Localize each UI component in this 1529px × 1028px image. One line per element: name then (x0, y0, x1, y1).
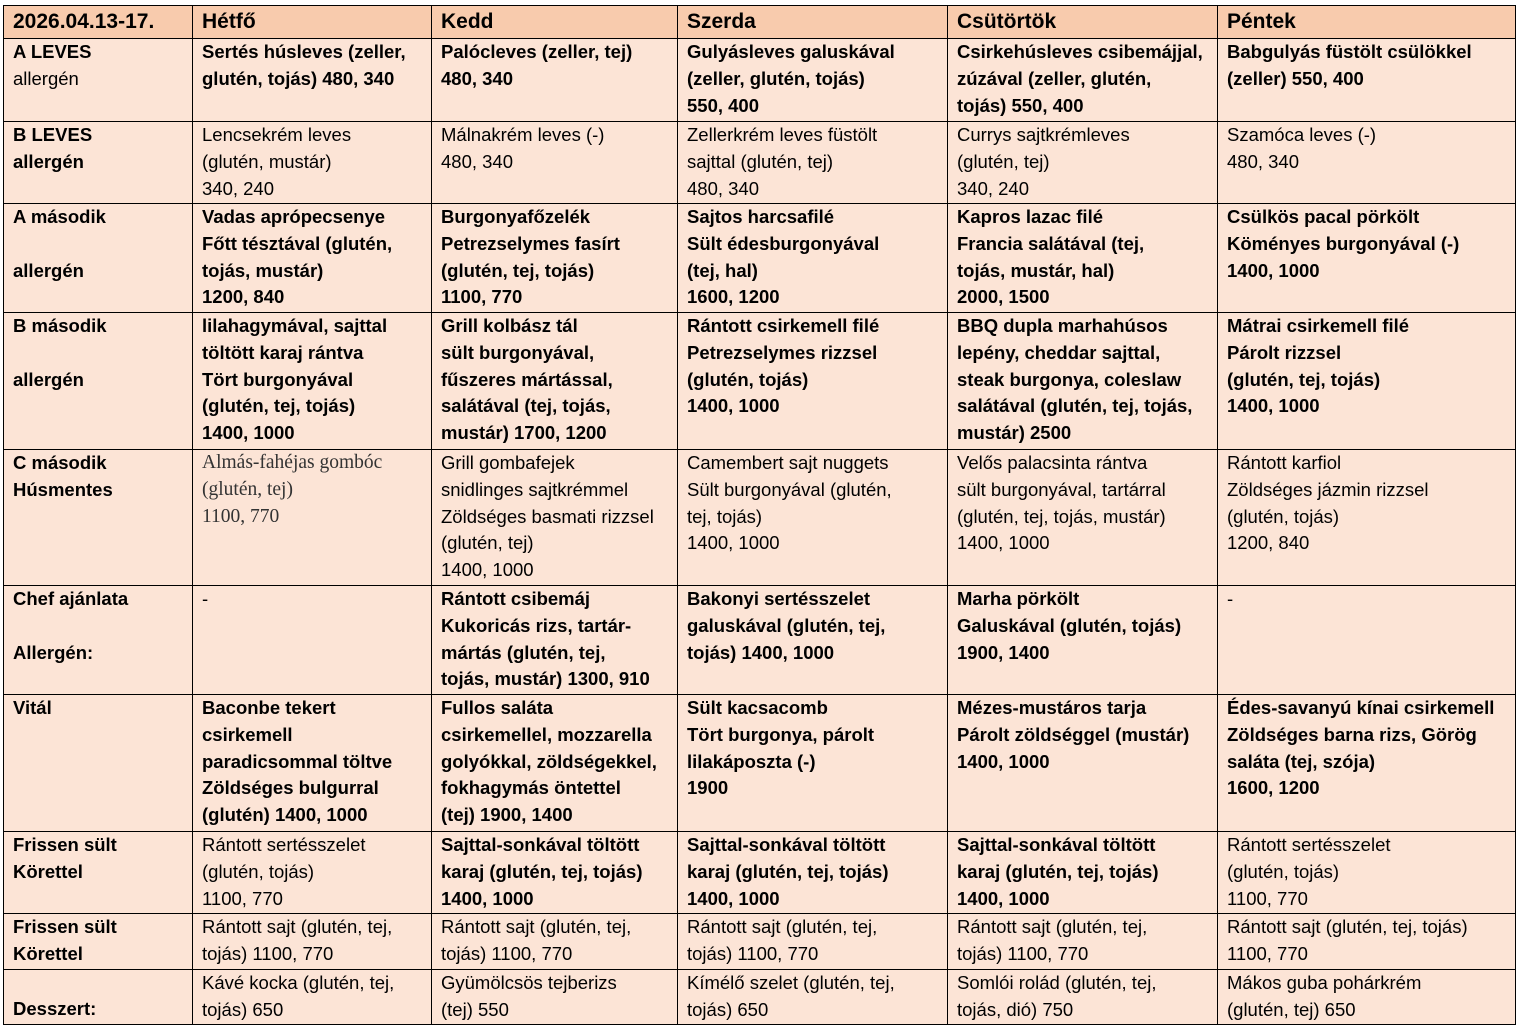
row-label (4, 39, 193, 122)
cell-line: (glutén, tojás) (1227, 505, 1340, 527)
cell-line: Bakonyi sertésszelet (687, 588, 871, 609)
cell-line: 1400, 1000 (687, 887, 780, 909)
cell-line: Rántott sajt (glutén, tej, (441, 916, 632, 937)
cell-line: 1400, 1000 (957, 532, 1050, 554)
menu-cell (193, 832, 432, 914)
cell-line: tojás) 650 (202, 998, 284, 1020)
row-label (4, 914, 193, 970)
cell-line: Rántott sajt (glutén, tej, (202, 916, 393, 937)
cell-line: (zeller) 550, 400 (1227, 67, 1364, 89)
menu-cell (432, 39, 678, 122)
row-label (4, 970, 193, 1025)
cell-line: (tej, hal) (687, 259, 758, 281)
row-b-leves (4, 122, 1516, 204)
menu-cell (432, 313, 678, 450)
cell-line: Marha pörkölt (957, 588, 1080, 609)
cell-line: 1100, 770 (1227, 942, 1308, 964)
cell-line: Sertés húsleves (zeller, (202, 41, 406, 62)
menu-cell (1218, 586, 1516, 695)
menu-cell (678, 450, 948, 586)
menu-cell (948, 832, 1218, 914)
row-label-title: A második (13, 206, 106, 227)
cell-line: Francia salátával (tej, (957, 232, 1145, 254)
cell-line: Csirkehúsleves csibemájjal, (957, 41, 1203, 62)
cell-line: 1400, 1000 (687, 532, 780, 554)
cell-line: Lencsekrém leves (202, 124, 352, 145)
cell-line: 1400, 1000 (957, 750, 1050, 772)
menu-cell (678, 39, 948, 122)
cell-line: paradicsommal töltve (202, 750, 393, 772)
cell-line: Szamóca leves (-) (1227, 124, 1377, 145)
cell-line: Palócleves (zeller, tej) (441, 41, 633, 62)
cell-line: galuskával (glutén, tej, (687, 614, 886, 636)
cell-line: Köményes burgonyával (-) (1227, 232, 1460, 254)
menu-cell (432, 122, 678, 204)
cell-line: 480, 340 (441, 67, 514, 89)
cell-line: töltött karaj rántva (202, 341, 364, 363)
row-label (4, 313, 193, 450)
menu-cell (678, 914, 948, 970)
cell-line: tojás, mustár, hal) (957, 259, 1115, 281)
cell-line: tojás) 1100, 770 (202, 942, 334, 964)
cell-line: karaj (glutén, tej, tojás) (957, 860, 1159, 882)
cell-line: Rántott karfiol (1227, 452, 1342, 473)
menu-cell (193, 122, 432, 204)
cell-line: tojás) 1400, 1000 (687, 641, 835, 663)
cell-line: 1100, 770 (1227, 887, 1308, 909)
menu-cell (678, 313, 948, 450)
row-frissen-1 (4, 832, 1516, 914)
cell-line: (glutén, tej, tojás) (1227, 368, 1381, 390)
row-label-sub: allergén (13, 150, 84, 172)
day-header-tuesday: Kedd (432, 6, 678, 39)
cell-line: sült burgonyával, tartárral (957, 478, 1166, 500)
cell-line: salátával (glutén, tej, tojás, (957, 395, 1193, 417)
row-c-masodik (4, 450, 1516, 586)
cell-line: BBQ dupla marhahúsos (957, 315, 1168, 336)
cell-line: Málnakrém leves (-) (441, 124, 605, 145)
menu-cell (193, 586, 432, 695)
row-desszert (4, 970, 1516, 1025)
cell-line: 1400, 1000 (1227, 395, 1320, 417)
cell-line: 550, 400 (687, 94, 760, 116)
menu-cell (1218, 204, 1516, 313)
cell-line: Mézes-mustáros tarja (957, 697, 1147, 718)
cell-line: (glutén, tej) 650 (1227, 998, 1356, 1020)
cell-line: Fullos saláta (441, 697, 554, 718)
cell-line: karaj (glutén, tej, tojás) (441, 860, 643, 882)
cell-line: Sajttal-sonkával töltött (687, 834, 886, 855)
day-header-monday: Hétfő (193, 6, 432, 39)
menu-cell (432, 832, 678, 914)
cell-line: (glutén) 1400, 1000 (202, 804, 368, 826)
cell-line: - (1227, 588, 1234, 609)
cell-line: Galuskával (glutén, tojás) (957, 614, 1182, 636)
row-label-title: Desszert: (13, 998, 97, 1019)
cell-line: 340, 240 (957, 177, 1030, 199)
row-label-sub: Körettel (13, 942, 83, 964)
row-label-title: B LEVES (13, 124, 93, 145)
day-header-friday: Péntek (1218, 6, 1516, 39)
menu-cell (432, 914, 678, 970)
cell-line: (tej) 550 (441, 998, 509, 1020)
cell-line: mustár) 1700, 1200 (441, 422, 607, 444)
cell-line: csirkemell (202, 723, 293, 745)
cell-line: - (202, 588, 209, 609)
cell-line: Grill gombafejek (441, 452, 575, 473)
cell-line: 1900, 1400 (957, 641, 1050, 663)
cell-line: Tört burgonyával (202, 368, 354, 390)
menu-cell (678, 695, 948, 832)
cell-line: Édes-savanyú kínai csirkemell (1227, 697, 1495, 718)
row-vital (4, 695, 1516, 832)
menu-cell (948, 313, 1218, 450)
cell-line: Currys sajtkrémleves (957, 124, 1130, 145)
row-label (4, 204, 193, 313)
cell-line: glutén, tojás) 480, 340 (202, 67, 395, 89)
row-label-title: A LEVES (13, 41, 92, 62)
cell-line: Mátrai csirkemell filé (1227, 315, 1410, 336)
cell-line: 340, 240 (202, 177, 275, 199)
menu-cell (432, 586, 678, 695)
menu-cell (948, 970, 1218, 1025)
cell-line: salátával (tej, tojás, (441, 395, 611, 417)
row-label (4, 832, 193, 914)
cell-line: Almás-fahéjas gombóc (202, 452, 383, 473)
cell-line: Baconbe tekert (202, 697, 336, 718)
menu-cell (1218, 39, 1516, 122)
cell-line: Főtt tésztával (glutén, (202, 232, 393, 254)
header-row (4, 6, 1516, 39)
cell-line: Sajtos harcsafilé (687, 206, 835, 227)
row-label (4, 122, 193, 204)
menu-cell (948, 695, 1218, 832)
menu-cell (678, 586, 948, 695)
menu-cell (678, 832, 948, 914)
row-label-title: Chef ajánlata (13, 588, 129, 609)
cell-line: sajttal (glutén, tej) (687, 150, 834, 172)
cell-line: Velős palacsinta rántva (957, 452, 1148, 473)
cell-line: 1900 (687, 777, 729, 799)
menu-cell (948, 914, 1218, 970)
cell-line: karaj (glutén, tej, tojás) (687, 860, 889, 882)
cell-line: Zöldséges basmati rizzsel (441, 505, 654, 527)
cell-line: steak burgonya, coleslaw (957, 368, 1182, 390)
cell-line: 1200, 840 (1227, 532, 1310, 554)
cell-line: (glutén, tojás) (202, 860, 315, 882)
cell-line: Rántott sajt (glutén, tej, (687, 916, 878, 937)
cell-line: tojás) 1100, 770 (687, 942, 819, 964)
cell-line: 480, 340 (687, 177, 760, 199)
cell-line: 1400, 1000 (957, 887, 1050, 909)
cell-line: Vadas aprópecsenye (202, 206, 386, 227)
cell-line: Burgonyafőzelék (441, 206, 591, 227)
cell-line: (glutén, tojás) (687, 368, 809, 390)
cell-line: (glutén, tej, tojás, mustár) (957, 505, 1166, 527)
cell-line: 1100, 770 (202, 505, 280, 527)
menu-cell (193, 450, 432, 586)
menu-cell (193, 970, 432, 1025)
cell-line: 1600, 1200 (687, 286, 780, 308)
day-header-wednesday: Szerda (678, 6, 948, 39)
cell-line: zúzával (zeller, glutén, (957, 67, 1152, 89)
row-a-masodik (4, 204, 1516, 313)
cell-line: Grill kolbász tál (441, 315, 578, 336)
row-label-title: Frissen sült (13, 834, 117, 855)
day-header-thursday: Csütörtök (948, 6, 1218, 39)
row-label-title: B második (13, 315, 107, 336)
cell-line: Rántott csirkemell filé (687, 315, 880, 336)
menu-cell (193, 204, 432, 313)
cell-line: 1400, 1000 (441, 559, 534, 581)
row-label (4, 450, 193, 586)
cell-line: (glutén, tej, tojás) (441, 259, 595, 281)
row-label-sub: allergén (13, 368, 84, 390)
menu-cell (1218, 313, 1516, 450)
row-b-masodik (4, 313, 1516, 450)
cell-line: tojás, dió) 750 (957, 998, 1074, 1020)
cell-line: Kukoricás rizs, tartár- (441, 614, 632, 636)
menu-cell (948, 122, 1218, 204)
row-label-sub: Allergén: (13, 641, 94, 663)
cell-line: lilakáposzta (-) (687, 750, 816, 772)
row-chef (4, 586, 1516, 695)
cell-line: 1100, 770 (202, 887, 283, 909)
menu-cell (678, 122, 948, 204)
cell-line: Sült kacsacomb (687, 697, 828, 718)
cell-line: mustár) 2500 (957, 422, 1072, 444)
cell-line: (glutén, tej) (957, 150, 1050, 172)
menu-cell (948, 39, 1218, 122)
cell-line: (glutén, tej) (202, 478, 293, 500)
menu-cell (948, 204, 1218, 313)
cell-line: fokhagymás öntettel (441, 777, 621, 799)
cell-line: tojás, mustár) 1300, 910 (441, 668, 650, 690)
cell-line: Zöldséges barna rizs, Görög (1227, 723, 1477, 745)
week-date: 2026.04.13-17. (4, 6, 193, 39)
row-label (4, 695, 193, 832)
cell-line: Rántott sajt (glutén, tej, tojás) (1227, 916, 1468, 937)
cell-line: 480, 340 (1227, 150, 1300, 172)
cell-line: 1400, 1000 (202, 422, 295, 444)
cell-line: Rántott csibemáj (441, 588, 591, 609)
cell-line: Mákos guba pohárkrém (1227, 972, 1422, 993)
cell-line: Sült édesburgonyával (687, 232, 880, 254)
cell-line: csirkemellel, mozzarella (441, 723, 652, 745)
row-a-leves (4, 39, 1516, 122)
cell-line: Petrezselymes fasírt (441, 232, 620, 254)
cell-line: golyókkal, zöldségekkel, (441, 750, 657, 772)
cell-line: 1600, 1200 (1227, 777, 1320, 799)
menu-cell (432, 695, 678, 832)
cell-line: tojás) 1100, 770 (957, 942, 1089, 964)
cell-line: sült burgonyával, (441, 341, 595, 363)
cell-line: (glutén, tej) (441, 532, 534, 554)
row-label-sub: allergén (13, 67, 79, 89)
cell-line: 480, 340 (441, 150, 514, 172)
cell-line: 1400, 1000 (1227, 259, 1320, 281)
menu-cell (1218, 970, 1516, 1025)
menu-cell (432, 970, 678, 1025)
row-label-title: Vitál (13, 697, 52, 718)
menu-cell (678, 204, 948, 313)
cell-line: Zöldséges jázmin rizzsel (1227, 478, 1429, 500)
menu-cell (1218, 122, 1516, 204)
cell-line: Gulyásleves galuskával (687, 41, 895, 62)
row-label-sub: Húsmentes (13, 478, 113, 500)
cell-line: lepény, cheddar sajttal, (957, 341, 1161, 363)
menu-cell (678, 970, 948, 1025)
cell-line: 2000, 1500 (957, 286, 1050, 308)
cell-line: tojás) 1100, 770 (441, 942, 573, 964)
menu-cell (948, 450, 1218, 586)
cell-line: tojás) 650 (687, 998, 769, 1020)
menu-cell (1218, 832, 1516, 914)
row-label-sub: allergén (13, 259, 84, 281)
cell-line: Rántott sertésszelet (1227, 834, 1391, 855)
row-label-sub: Körettel (13, 860, 83, 882)
cell-line: Kávé kocka (glutén, tej, (202, 972, 395, 993)
cell-line: tojás, mustár) (202, 259, 324, 281)
cell-line: Somlói rolád (glutén, tej, (957, 972, 1157, 993)
cell-line: Gyümölcsös tejberizs (441, 972, 617, 993)
row-label (4, 586, 193, 695)
cell-line: tej, tojás) (687, 505, 763, 527)
menu-cell (193, 914, 432, 970)
cell-line: 1200, 840 (202, 286, 285, 308)
menu-cell (948, 586, 1218, 695)
cell-line: Kímélő szelet (glutén, tej, (687, 972, 895, 993)
cell-line: mártás (glutén, tej, (441, 641, 606, 663)
cell-line: 1400, 1000 (441, 887, 534, 909)
cell-line: Zöldséges bulgurral (202, 777, 379, 799)
cell-line: Rántott sajt (glutén, tej, (957, 916, 1148, 937)
menu-cell (1218, 450, 1516, 586)
cell-line: Sajttal-sonkával töltött (957, 834, 1156, 855)
menu-cell (1218, 695, 1516, 832)
menu-cell (193, 695, 432, 832)
cell-line: Csülkös pacal pörkölt (1227, 206, 1420, 227)
cell-line: (zeller, glutén, tojás) (687, 67, 865, 89)
cell-line: (glutén, tej, tojás) (202, 395, 356, 417)
cell-line: saláta (tej, szója) (1227, 750, 1376, 772)
menu-cell (193, 39, 432, 122)
weekly-menu-table (3, 5, 1516, 1025)
cell-line: Párolt rizzsel (1227, 341, 1342, 363)
cell-line: (tej) 1900, 1400 (441, 804, 573, 826)
cell-line: Sült burgonyával (glutén, (687, 478, 892, 500)
cell-line: Tört burgonya, párolt (687, 723, 875, 745)
cell-line: Kapros lazac filé (957, 206, 1104, 227)
menu-cell (193, 313, 432, 450)
menu-cell (432, 450, 678, 586)
cell-line: Párolt zöldséggel (mustár) (957, 723, 1190, 745)
cell-line: lilahagymával, sajttal (202, 315, 388, 336)
row-label-title: C második (13, 452, 107, 473)
cell-line: snidlinges sajtkrémmel (441, 478, 629, 500)
row-frissen-2 (4, 914, 1516, 970)
cell-line: 1400, 1000 (687, 395, 780, 417)
cell-line: 1100, 770 (441, 286, 523, 308)
menu-cell (1218, 914, 1516, 970)
cell-line: Rántott sertésszelet (202, 834, 366, 855)
cell-line: Camembert sajt nuggets (687, 452, 889, 473)
cell-line: fűszeres mártással, (441, 368, 613, 390)
cell-line: (glutén, tojás) (1227, 860, 1340, 882)
cell-line: (glutén, mustár) (202, 150, 332, 172)
cell-line: Zellerkrém leves füstölt (687, 124, 878, 145)
cell-line: Babgulyás füstölt csülökkel (1227, 41, 1472, 62)
cell-line: Sajttal-sonkával töltött (441, 834, 640, 855)
row-label-title: Frissen sült (13, 916, 117, 937)
cell-line: Petrezselymes rizzsel (687, 341, 878, 363)
menu-cell (432, 204, 678, 313)
cell-line: tojás) 550, 400 (957, 94, 1084, 116)
